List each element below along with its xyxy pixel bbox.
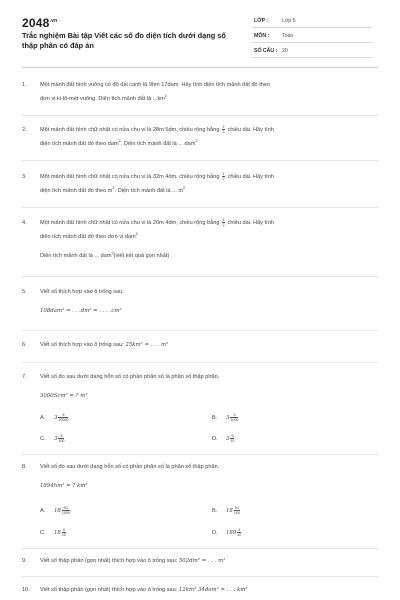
fraction-numerator: 5 <box>231 434 234 438</box>
question-text <box>40 218 378 262</box>
option-b[interactable] <box>212 413 239 422</box>
question-line-text: chiều dài. Hãy tính <box>227 127 274 133</box>
math-expression: 3000Scm² = ? m² <box>40 393 88 399</box>
question-divider <box>22 207 378 208</box>
meta-value: 20 <box>282 48 288 54</box>
option-whole: 3 <box>54 414 58 421</box>
question-line: đơn vị ki-lô-mét vuông. Diện tích mảnh đất là $...km^2$ <box>40 94 168 102</box>
meta-row-count <box>252 43 372 58</box>
question-text <box>40 556 378 567</box>
question-line-text: . Diện tích mảnh đất là ... m <box>114 187 183 194</box>
fraction <box>58 434 64 443</box>
option-whole: 3 <box>226 435 230 442</box>
question-line-text: chiều dài. Hãy tính <box>227 174 274 180</box>
question-line-text: Viết số thích hợp vào ô trống sau: <box>40 342 124 348</box>
option-label: A. <box>40 414 46 421</box>
question-number: 5. <box>22 289 27 295</box>
question-line-text: . Diện tích mảnh đất là ... dam <box>120 140 196 147</box>
fraction-denominator: 2 <box>222 177 225 182</box>
question-line: diện tích mảnh đất đó theo $m^2$. Diện tích mảnh đất là ... $m^2$ <box>40 186 186 194</box>
question-divider <box>22 276 378 277</box>
option-a[interactable] <box>40 506 71 515</box>
question-number: 9. <box>22 558 27 564</box>
question-divider <box>22 160 378 161</box>
option-whole: 18 <box>54 529 61 536</box>
fraction-numerator: 94 <box>63 506 68 510</box>
question-divider <box>22 115 378 116</box>
fraction-numerator: 94 <box>234 506 239 510</box>
option-whole: 18 <box>54 507 61 514</box>
question-line: diện tích mảnh đất đó theo đơn vị dam$^2$ <box>40 232 138 240</box>
fraction-denominator: 100 <box>233 511 240 515</box>
question-number: 10. <box>22 587 30 593</box>
question-divider <box>22 330 378 331</box>
question-line <box>40 218 378 229</box>
fraction-numerator: 9 <box>62 528 65 532</box>
question-number: 3. <box>22 174 27 180</box>
question-text <box>40 340 378 351</box>
question-text <box>40 585 378 596</box>
fraction-denominator: 1000 <box>61 511 70 515</box>
question-line-text: Một mảnh đất hình chữ nhật có nửa chu vi là 28m 5dm, chiều rộng bằng <box>40 127 220 133</box>
fraction <box>62 506 70 515</box>
fraction-denominator: 10 <box>61 533 66 537</box>
option-whole: 18 <box>226 507 233 514</box>
option-d[interactable] <box>212 434 235 443</box>
fraction <box>62 528 66 537</box>
option-d[interactable] <box>212 528 242 537</box>
question-line <box>40 125 378 136</box>
fraction-denominator: 1000 <box>230 418 239 422</box>
fraction <box>222 218 225 227</box>
fraction <box>237 528 241 537</box>
question-line: Viết số thích hợp vào ô trống sau: <box>40 289 124 295</box>
fraction-numerator: 5 <box>58 413 68 418</box>
option-b[interactable] <box>212 506 241 515</box>
fraction <box>58 413 68 422</box>
math-expression: 1894hm² = ? km² <box>40 483 88 489</box>
fraction-denominator: 2 <box>222 223 225 228</box>
option-label: D. <box>212 435 218 442</box>
option-label: C. <box>40 529 46 536</box>
logo-text: 2048 <box>22 16 50 30</box>
fraction <box>230 434 234 443</box>
worksheet-meta <box>252 13 372 58</box>
meta-row-subject <box>252 28 372 43</box>
logo-suffix: .vn <box>49 18 58 24</box>
question-line-text: diện tích mảnh đất đó theo m <box>40 187 113 194</box>
worksheet-title: Trắc nghiệm Bài tập Viết các số đo diện tích dưới dạng số thập phân có đáp án <box>22 31 226 50</box>
question-text <box>40 172 378 197</box>
fraction <box>222 125 225 134</box>
option-label: B. <box>212 414 218 421</box>
math-expression: 108dam² = . . .dm² = . . . .cm² <box>40 308 122 314</box>
fraction <box>234 506 240 515</box>
option-whole: 3 <box>54 435 58 442</box>
fraction-numerator: 5 <box>230 413 238 418</box>
question-line <box>40 172 378 183</box>
site-logo[interactable] <box>22 16 57 30</box>
option-label: A. <box>40 507 46 514</box>
fraction-denominator: 10 <box>230 439 235 443</box>
question-line: Diện tích mảnh đất là ... dam$^2$(viết kết quả gọn nhất) <box>40 250 170 259</box>
question-line: Một mảnh đất hình vuông có độ dài cạnh là 9hm 17dam. Hãy tính diện tích mảnh đất đó theo <box>40 82 271 88</box>
question-divider <box>22 454 378 455</box>
option-label: D. <box>212 529 218 536</box>
question-line: diện tích mảnh đất đó theo dam$^2$. Diện tích mảnh đất là ... dam$^2$ <box>40 139 198 147</box>
question-number: 2. <box>22 127 27 133</box>
meta-key: MÔN : <box>254 33 270 39</box>
question-number: 1. <box>22 82 27 88</box>
question-line: Viết số đo sau dưới dạng hỗn số có phần phân số là phân số thập phân. <box>40 374 220 380</box>
question-number: 8. <box>22 464 27 470</box>
question-line-text: Diện tích mảnh đất là ... dam <box>40 252 112 259</box>
question-divider <box>22 548 378 549</box>
meta-row-grade <box>252 13 372 28</box>
math-expression: 502dm² = . . . m² <box>178 558 226 564</box>
fraction-denominator: 100 <box>58 439 65 443</box>
fraction-numerator: 1 <box>222 218 225 223</box>
math-expression: 12km² 34dam² = . . . km² <box>178 587 248 593</box>
question-line-text: diện tích mảnh đất đó theo dam <box>40 140 119 147</box>
fraction-denominator: 10000 <box>58 418 69 422</box>
question-text <box>40 80 378 105</box>
question-line-text: Một mảnh đất hình chữ nhật có nửa chu vi là 20m 4dm, chiều rộng bằng <box>40 220 220 226</box>
meta-value: Toán <box>282 33 294 39</box>
math-expression: 25km² = . . . m² <box>125 342 169 348</box>
question-line-text: Một mảnh đất hình chữ nhật có nửa chu vi là 32m 4dm, chiều rộng bằng <box>40 174 220 180</box>
fraction <box>222 172 225 181</box>
question-text <box>40 125 378 150</box>
fraction-numerator: 1 <box>222 172 225 177</box>
header-divider <box>22 67 378 68</box>
question-line: Viết số đo sau dưới dạng hỗn số có phần phân số là phân số thập phân. <box>40 464 220 470</box>
option-whole: 189 <box>226 529 237 536</box>
option-whole: 3 <box>226 414 230 421</box>
question-text <box>40 372 378 402</box>
meta-key: SỐ CÂU : <box>254 48 278 54</box>
question-number: 7. <box>22 374 27 380</box>
question-line-text: (viết kết quả gọn nhất) <box>113 252 170 259</box>
fraction <box>230 413 238 422</box>
question-line-text: diện tích mảnh đất đó theo đơn vị dam <box>40 233 136 240</box>
question-line-text: đơn vị ki-lô-mét vuông. Diện tích mảnh đất là ...km <box>40 95 165 102</box>
option-label: C. <box>40 435 46 442</box>
meta-key: LỚP : <box>254 18 269 24</box>
question-number: 4. <box>22 220 27 226</box>
option-c[interactable] <box>40 434 65 443</box>
question-line-text: Viết số thập phân (gọn nhất) thích hợp vào ô trống sau: <box>40 587 178 593</box>
fraction-numerator: 2 <box>222 125 225 130</box>
meta-value: Lớp 5 <box>282 18 296 24</box>
question-text <box>40 462 378 492</box>
option-label: B. <box>212 507 218 514</box>
fraction-denominator: 3 <box>222 130 225 135</box>
question-text <box>40 287 378 317</box>
fraction-numerator: 4 <box>238 528 241 532</box>
question-line-text: Viết số thập phân (gọn nhất) thích hợp vào ô trống sau: <box>40 558 178 564</box>
option-c[interactable] <box>40 528 67 537</box>
option-a[interactable] <box>40 413 69 422</box>
fraction-numerator: 5 <box>60 434 63 438</box>
question-divider <box>22 576 378 577</box>
header <box>0 0 400 64</box>
question-divider <box>22 362 378 363</box>
fraction-denominator: 10 <box>237 533 242 537</box>
question-line-text: chiều dài. Hãy tính <box>227 220 274 226</box>
question-number: 6. <box>22 342 27 348</box>
